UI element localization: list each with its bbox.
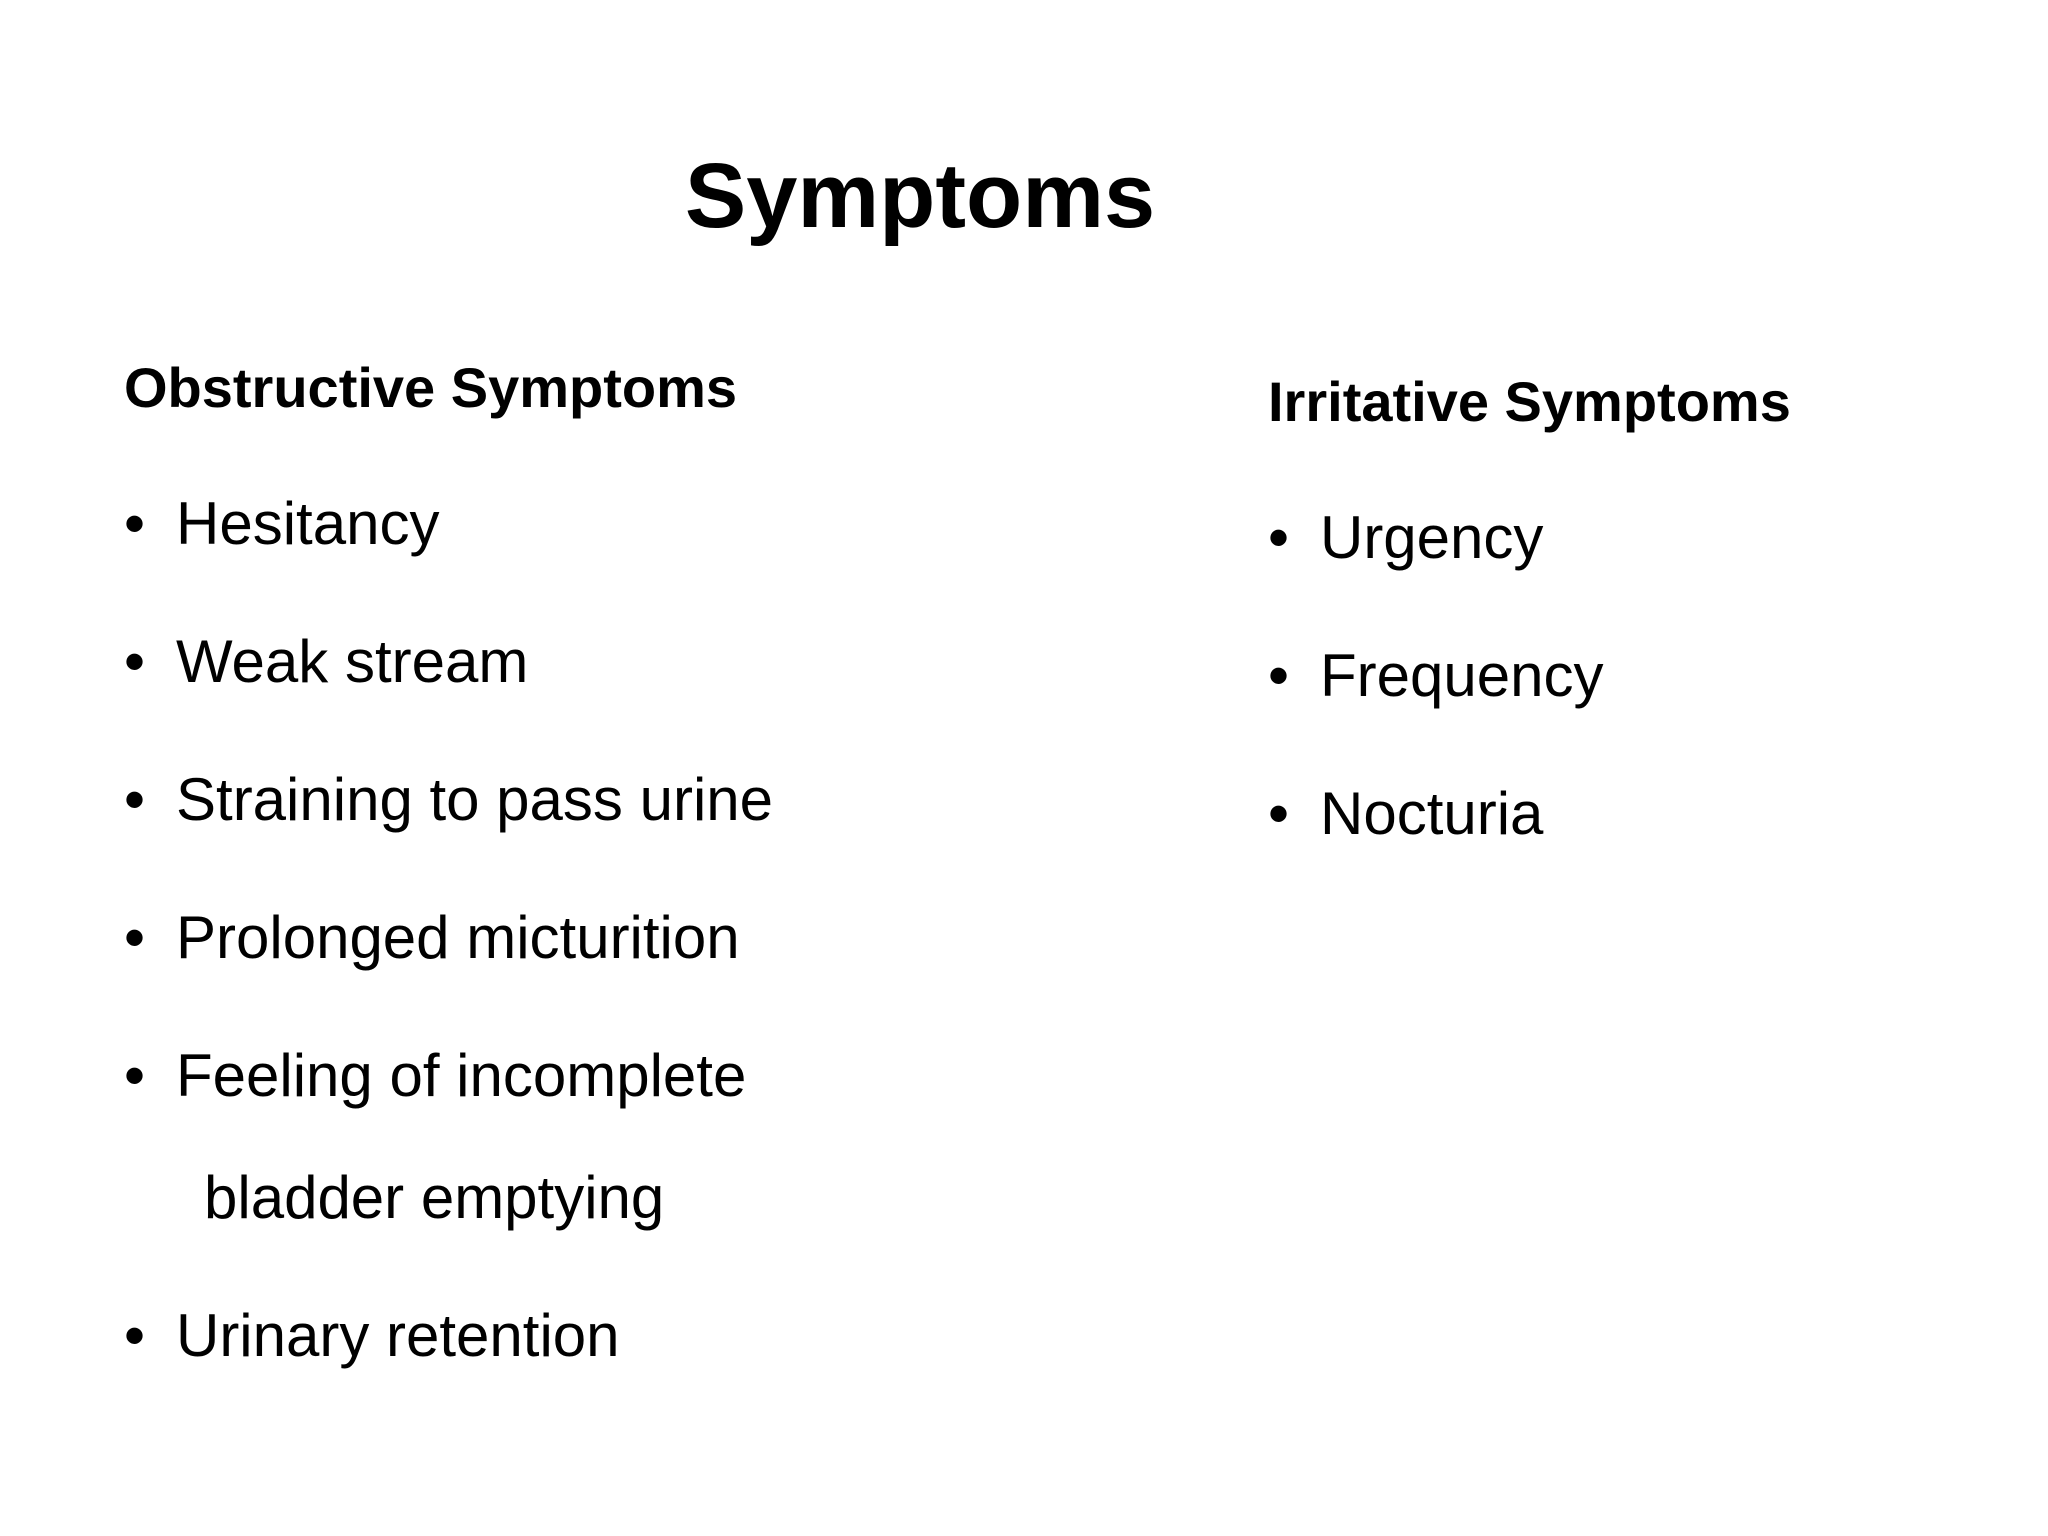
obstructive-symptoms-list — [124, 490, 1124, 1369]
obstructive-symptoms-column — [124, 356, 1124, 1444]
bullet-icon: • — [124, 1042, 146, 1109]
irritative-symptoms-list — [1268, 504, 1988, 847]
bullet-icon: • — [124, 1302, 146, 1369]
list-item-text: Nocturia — [1320, 780, 1544, 847]
obstructive-symptoms-heading: Obstructive Symptoms — [124, 356, 738, 419]
bullet-icon: • — [1268, 780, 1290, 847]
list-item-text: Frequency — [1320, 642, 1604, 709]
list-item — [1268, 504, 1988, 571]
slide-title: Symptoms — [684, 145, 1156, 247]
list-item — [124, 1302, 1124, 1369]
bullet-icon: • — [124, 490, 146, 557]
bullet-icon: • — [1268, 504, 1290, 571]
bullet-icon: • — [1268, 642, 1290, 709]
list-item — [1268, 642, 1988, 709]
irritative-symptoms-column — [1268, 370, 1988, 922]
list-item — [1268, 780, 1988, 847]
list-item-continuation: bladder emptying — [204, 1164, 665, 1231]
list-item-text: Hesitancy — [176, 490, 440, 557]
bullet-icon: • — [124, 628, 146, 695]
list-item — [124, 490, 1124, 557]
list-item — [124, 1042, 1124, 1231]
bullet-icon: • — [124, 904, 146, 971]
list-item-text: Straining to pass urine — [176, 766, 774, 833]
list-item — [124, 904, 1124, 971]
bullet-icon: • — [124, 766, 146, 833]
list-item-text: Urinary retention — [176, 1302, 620, 1369]
list-item-text: Urgency — [1320, 504, 1544, 571]
irritative-symptoms-heading: Irritative Symptoms — [1268, 370, 1791, 433]
list-item — [124, 766, 1124, 833]
list-item-text: Prolonged micturition — [176, 904, 740, 971]
list-item-text: Feeling of incomplete — [176, 1042, 747, 1109]
list-item — [124, 628, 1124, 695]
list-item-text: Weak stream — [176, 628, 529, 695]
